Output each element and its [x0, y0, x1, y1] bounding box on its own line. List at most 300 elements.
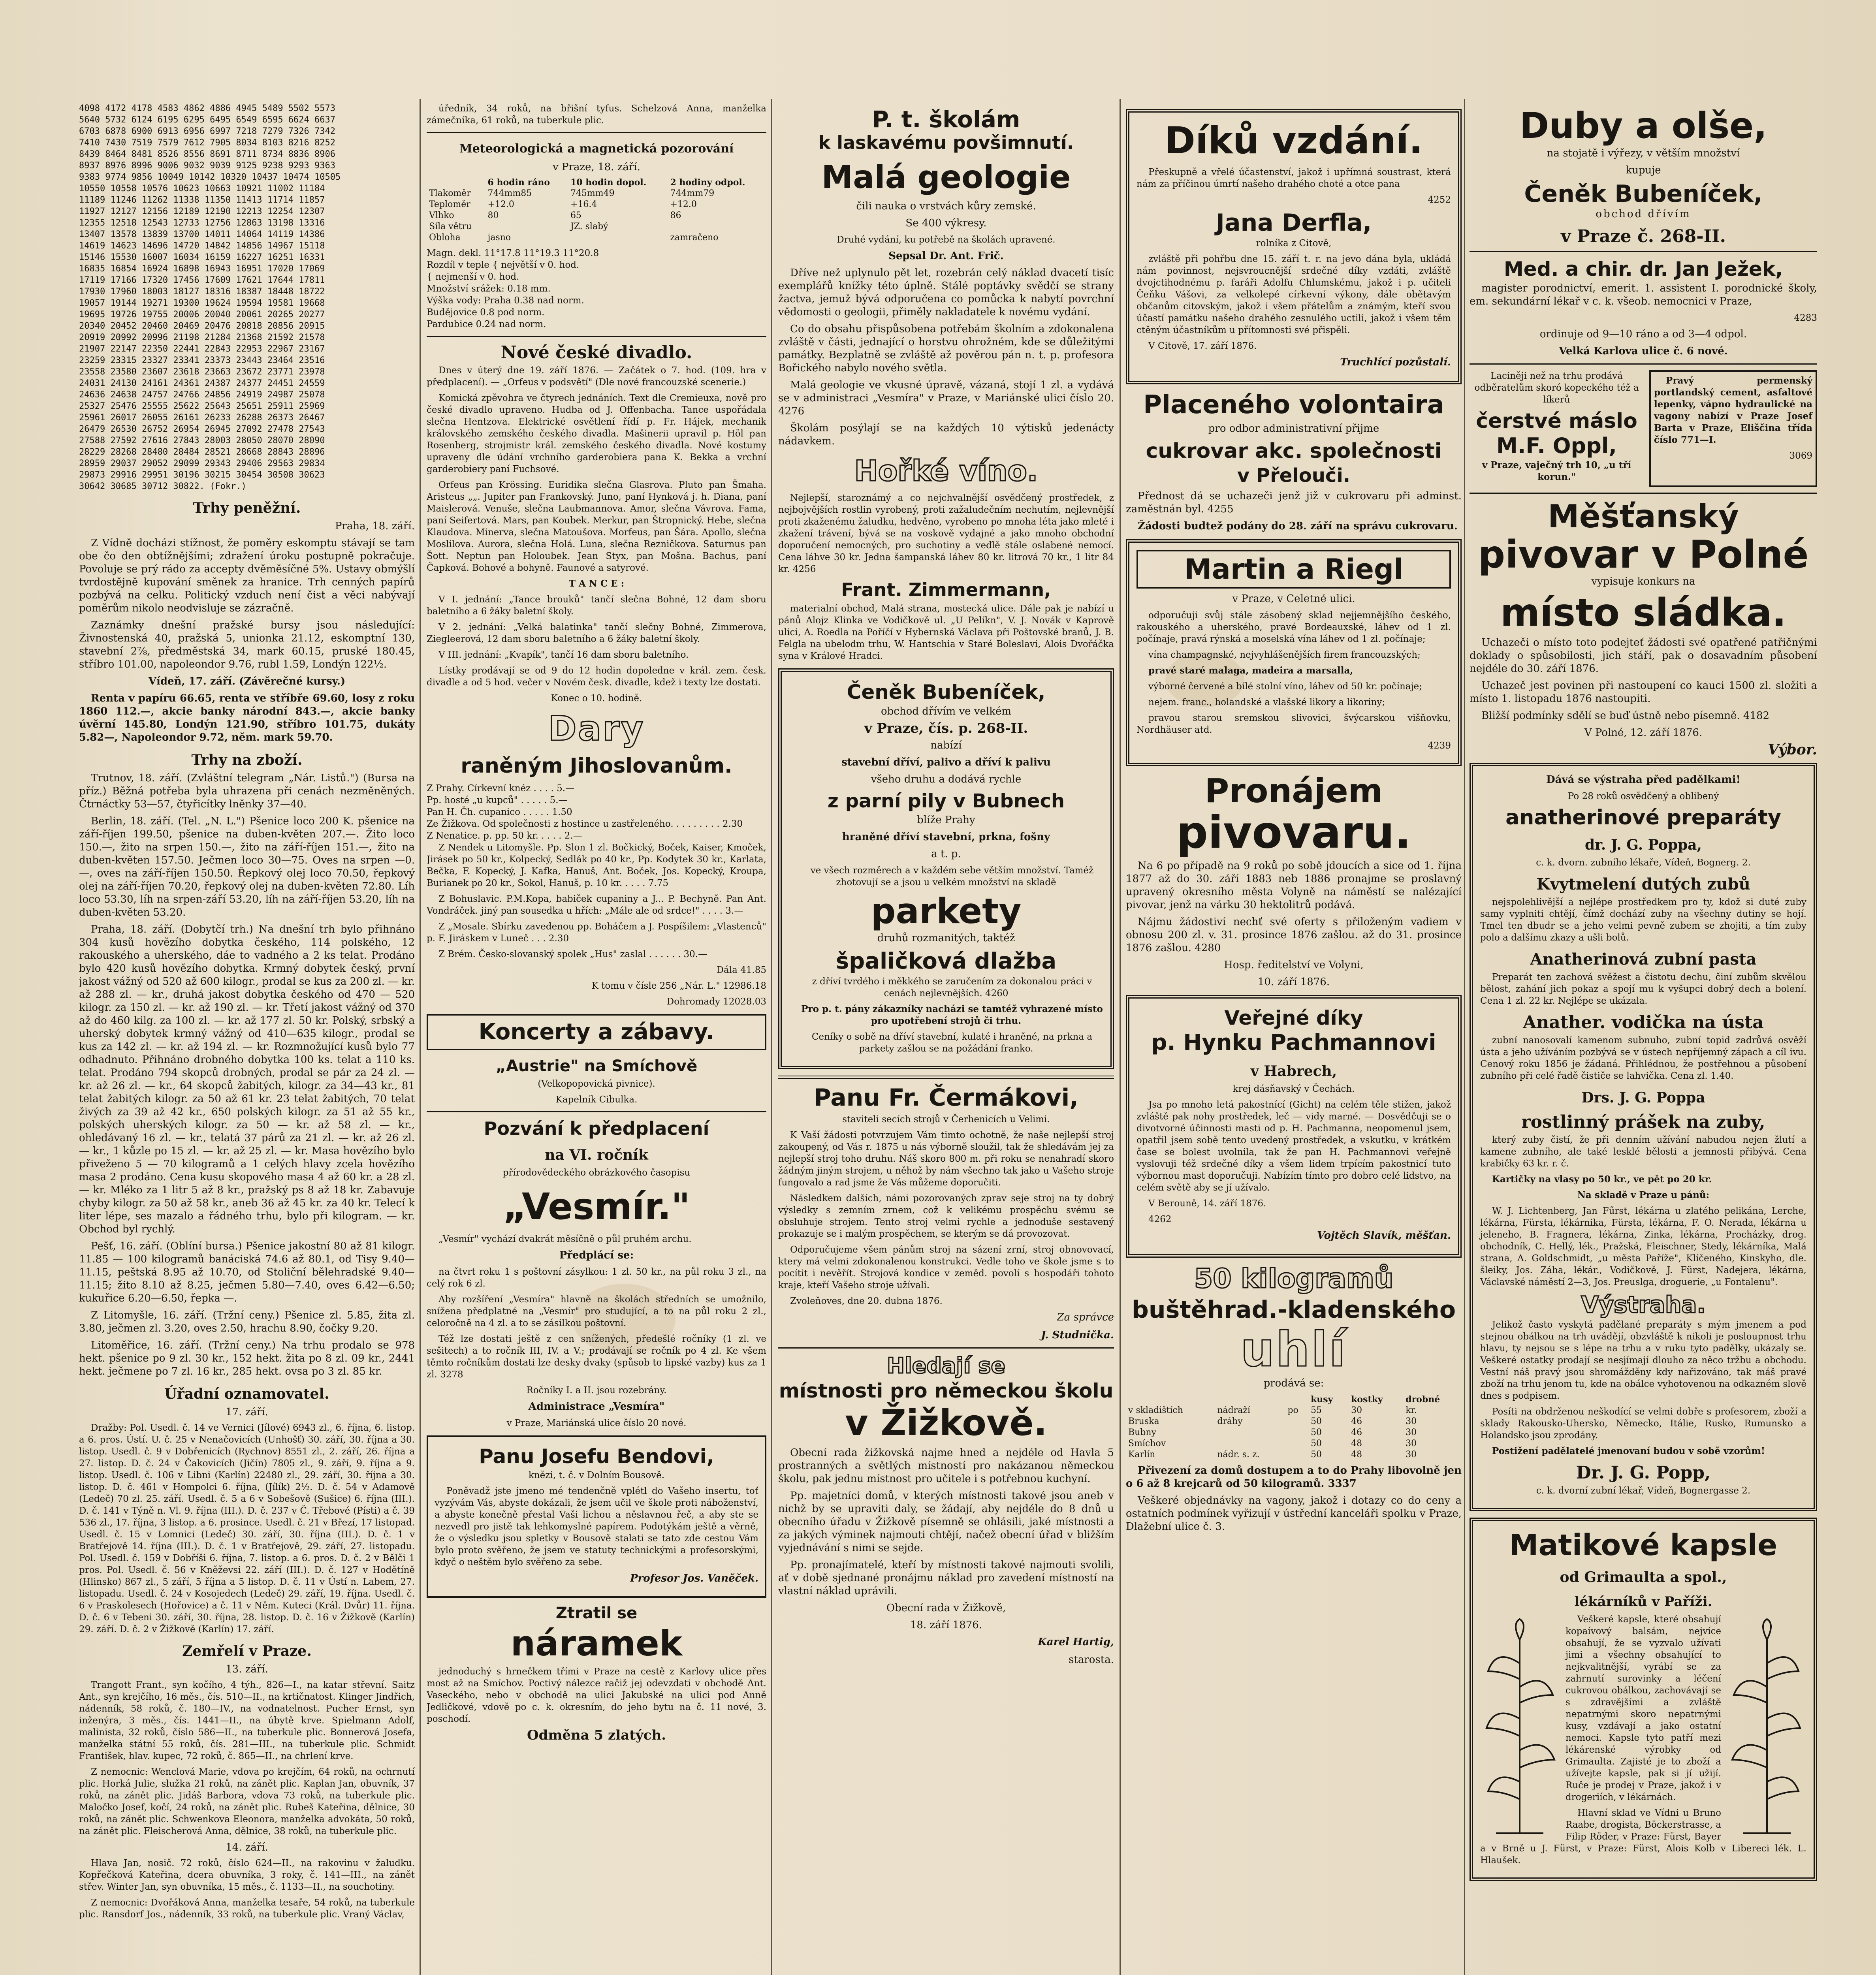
section-title: Trhy peněžní. [193, 500, 301, 516]
warning: Dává se výstraha před padělkami! [1546, 774, 1741, 786]
paragraph: Žádosti budtež podány do 28. září na správu cukrovaru. [1138, 520, 1458, 532]
paragraph: Též lze dostati ještě z cen snížených, předešlé ročníky (1 zl. ve sešitech) a to ročník III, IV. a V.; prodávají se ročník po 4 zl. Ke všem těmto ročníkům dostati lze desky dvaky (spůsob to lipské vazby) kus za 1 zl. 3278 [427, 1334, 766, 1380]
paragraph: Z nemocnic: Wenclová Marie, vdova po krejčím, 64 roků, na ochrnutí plic. Horká Julie, služka 21 roků, na zánět plic. Kaplan Jan, obuvník, 37 roků, na zánět plic. Jidáš Barbora, vdova 73 roků, na tuberkule plic. Maločko Josef, kočí, 24 roků, na zánět plic. Rubeš Kateřina, dělnice, 30 roků, na zánět plic. Schwenkova Eleonora, manželka advokáta, 50 roků, na zánět plic. Fleischerová Anna, dělnice, 38 roků, na tuberkule plic. [79, 1767, 415, 1836]
number-row: 23259 23315 23327 23341 23373 23443 23464 23516 [79, 356, 325, 365]
number-row: 4098 4172 4178 4583 4862 4886 4945 5489 5502 5573 [79, 103, 336, 113]
table-cell [1285, 1427, 1308, 1438]
paragraph: Z Bohuslavic. P.M.Kopa, babiček cupaniny a J... P. Bechyně. Pan Ant. Vondráček. jiný pan sousedka u hřích: „Mále ale od srdce!" . . . . 3.— [427, 894, 766, 916]
signature: Truchlící pozůstalí. [1340, 356, 1451, 368]
paragraph: Dnes v úterý dne 19. září 1876. — Začátek o 7. hod. (109. hra v předplacení). — „Orfeus v podsvětí" (Dle nové francouzské scenerie.) [427, 365, 766, 387]
diku-title: Díků vzdání. [1165, 119, 1423, 162]
table-cell: 46 [1351, 1416, 1362, 1426]
sign-place: Hosp. ředitelství ve Volyni, [1224, 959, 1364, 971]
admin: Administrace „Vesmíra" [528, 1401, 665, 1413]
bendovi-sub: knězi, t. č. v Dolním Bousově. [528, 1470, 665, 1480]
table-cell: 65 [570, 211, 581, 220]
address: v Praze, Mariánská ulice číslo 20 nové. [506, 1418, 687, 1428]
vystraha-title: Výstraha. [1581, 1291, 1706, 1318]
number-row: 24636 24638 24757 24766 24856 24919 24987 25078 [79, 390, 325, 400]
paragraph: Veškeré objednávky na vagony, jakož i dotazy co do ceny a ostatních podmínek vyřizují v ústřední kanceláři spolku v Praze, Dlažební ulice č. 3. [1126, 1495, 1462, 1533]
table-cell: Smíchov [1128, 1439, 1166, 1448]
number-row: 5640 5732 6124 6195 6295 6495 6549 6595 6624 6637 [79, 115, 336, 125]
firm-name: Frant. Zimmermann, [841, 579, 1051, 600]
donation-item: Pan H. Čh. cupanico . . . . . 1.50 [427, 807, 572, 817]
ad-line: nabízí [930, 739, 962, 751]
paragraph: výborné červené a bílé stolní víno, láhev od 50 kr. počínaje; [1148, 681, 1422, 692]
person-place: v Habrech, [1250, 1063, 1337, 1080]
paragraph: Z Brém. Česko-slovanský spolek „Hus" zaslal . . . . . . 30.— [438, 949, 707, 959]
table-cell [1215, 1427, 1285, 1438]
column-header [1126, 1394, 1215, 1405]
meteo-line: Budějovice 0.8 pod norm. [427, 307, 545, 318]
column-rule [420, 99, 421, 1975]
paragraph: Zaznámky dnešní pražské bursy jsou následující: Živnostenská 40, pražská 5, unionka 21.12, eskomptní 130, stavební 2⅞, předměstská 34, mark 60.15, pruské 180.45, stříbro 101.00, napoleondor 9.76, rubl 1.59, Londýn 122½. [79, 619, 415, 670]
divider [427, 132, 766, 133]
signature: Dr. J. G. Popp, [1576, 1463, 1711, 1483]
geologie-sub: čili nauka o vrstvách kůry zemské. [856, 200, 1036, 212]
sign-place: Zvoleňoves, dne 20. dubna 1876. [790, 1296, 943, 1306]
paragraph: Dříve než uplynulo pět let, rozebrán celý náklad dvacetí tisíc exemplářů knížky této úplně. Stálé poptávky svědčí se strany žactva, jemuž bývá odporučena co pomůcka k nabytí povrchní vědomosti o geologii, přiměly nakladatele k novému vydání. [778, 267, 1114, 318]
sign-date: 10. září 1876. [1257, 976, 1330, 988]
section-date: 13. září. [226, 1663, 268, 1675]
sign-pre: Za správce [1057, 1311, 1114, 1323]
reward: Odměna 5 zlatých. [527, 1727, 666, 1743]
paragraph: Z Vídně docházi stížnost, že poměry eskomptu stávají se tam obe čo den obtížnějšími; zdražení úroku postupně pokračuje. Povoluje se prý rádo za accepty dvěměsíčné 5%. Ustavy obmýšlí tvrdostějně kupování směnek za hranice. Trh cenných papírů pozbývá na celku. Politický vzduch není čist a věci nabývají poměrům nikolo neodvisluje se zázračně. [79, 537, 415, 614]
verejne-title: Veřejné díky [1224, 1006, 1363, 1029]
column-header: kostky [1351, 1394, 1383, 1405]
number-row: 25961 26017 26055 26161 26233 26288 26373 26467 [79, 413, 325, 423]
paragraph: Preparát ten zachová svěžest a čistotu dechu, činí zubům skvělou bělost, zahání jich pokaz a spojí mu k vyšupci dobrý dech a bolení. Cena 1 zl. 22 kr. Nejlépe se ukázala. [1480, 972, 1806, 1006]
product-title: Anather. vodička na ústa [1523, 1012, 1764, 1033]
pivovar-title: Měšťanský [1548, 498, 1739, 535]
column-header [427, 177, 485, 188]
table-cell: 744mm79 [670, 188, 715, 198]
column-1 [79, 103, 415, 1975]
table-cell [485, 221, 568, 232]
number-row: 20919 20992 20996 21198 21284 21368 21592 21578 [79, 333, 325, 342]
paragraph: nejem. franc., holandské a vlašské likory a likoriny; [1148, 697, 1385, 707]
dlazba-title: špaličková dlažba [835, 948, 1057, 974]
vesmir-title: „Vesmír." [503, 1185, 690, 1228]
doctor-name: dr. J. G. Poppa, [1584, 837, 1702, 853]
placeneho-title: Placeného volontaira [1143, 390, 1444, 419]
subheading: Vídeň, 17. září. (Závěrečné kursy.) [148, 675, 346, 687]
dary-title: Dary [548, 709, 645, 749]
paragraph: Co do obsahu přispůsobena potřebám školním a zdokonalena zvláště v části, jednající o horstvu ohrožném, kde se důležitými památky. Bezplatně se zvláště až pověrou pán n. t. p. profesora Bořického nabylo nového světla. [778, 323, 1114, 374]
meteo-line: { nejmenší v 0. hod. [427, 272, 519, 282]
uhli-title: 50 kilogramů [1194, 1263, 1394, 1294]
number-row: 30642 30685 30712 30822. (Fokr.) [79, 482, 246, 491]
person-name: Čeněk Bubeníček, [1524, 180, 1763, 208]
paragraph: který zuby čistí, že při denním užívání nabudou nejen žlutí a kamene zubního, ale také lesklé bělosti a jemnosti přibývá. Cena krabičky 63 kr. r. č. [1480, 1135, 1806, 1169]
meteo-line: Výška vody: Praha 0.38 nad norm. [427, 295, 584, 306]
paragraph: Přeskupně a vřelé účastenství, jakož i upřímná soustrast, která nám za příčinou úmrtí našeho drahého choté a otce pana [1137, 167, 1451, 189]
table-cell: zamračeno [670, 233, 719, 243]
table-cell: Teploměr [429, 199, 470, 209]
paragraph: na čtvrt roku 1 s poštovní zásylkou: 1 zl. 50 kr., na půl roku 3 zl., na celý rok 6 zl. [427, 1267, 766, 1289]
vesmir-pozvani: Pozvání k předplacení [484, 1118, 709, 1139]
section-date: 17. září. [226, 1406, 268, 1418]
kapelnik: Kapelník Cibulka. [555, 1095, 638, 1105]
meteo-line: Rozdíl v teple { největší v 0. hod. [427, 260, 580, 270]
paragraph: odporučuji svůj stále zásobený sklad nejjemnějšího českého, rakouského a uherského, pravé Bordeauxské, láhev od 1 zl. počínaje, pravá rýnská a moselská vína láhev od 1 zl. počínaje; [1137, 610, 1451, 644]
bubenicek-ad [778, 668, 1114, 1069]
divider [427, 336, 766, 337]
jezek-title: Med. a chir. dr. Jan Ježek, [1503, 258, 1783, 280]
paragraph: pravé staré malaga, madeira a marsalla, [1148, 665, 1353, 676]
paragraph: W. J. Lichtenberg, Jan Fűrst, lékárna u zlatého pelikána, Lerche, lékárna, Fürsta, lékárnika, Fürsta, lékárna, F. O. Nerada, lékárna u jeleneho, B. Fragnera, lékárna, Zinka, lékárna, Procházky, drog. obchodník, C. Hellý, lék., Pražská, Fleischner, Stedy, lékárníka, Malá strana, A. Goldschmidt, „u města Paříže", Klíčeného, Kinskyho, dle. šleiky, Jos. Záha, lékár., Vodičkově, J. Fürst, Nadejera, lékárna, Václavské náměstí 2—3, Jos. Preuslga, droguerie, „u Fontalenu". [1480, 1206, 1806, 1287]
pivovar-sub: vypisuje konkurs na [1591, 576, 1695, 587]
column-rule [771, 99, 772, 1975]
column-header [1215, 1394, 1285, 1405]
signature: J. Studnička. [1041, 1329, 1114, 1341]
table-cell: 744mm85 [487, 188, 532, 198]
paragraph: Z „Mosale. Sbírku zavedenou pp. Boháčem a J. Pospíšilem: „Vlastenců" p. F. Jiráskem v Luneč . . . 2.30 [427, 922, 766, 944]
table-header [1126, 1394, 1462, 1405]
parkety-title: parkety [871, 891, 1022, 931]
table-cell: +12.0 [670, 199, 697, 209]
paragraph: Bližší podmínky sdělí se buď ústně nebo písemně. 4182 [1481, 710, 1770, 722]
skolam-subtitle: k laskavému povšimnutí. [818, 132, 1074, 153]
place: V Berouně, 14. září 1876. [1148, 1198, 1266, 1209]
paragraph: Uchazeči o místo toto podejteť žádosti své opatřené patřičnými doklady o spůsobilosti, jich stáří, pak o dosavadním působení nejdéle do 30. září 1876. [1470, 637, 1817, 675]
paragraph: Pešť, 16. září. (Oblíní bursa.) Pšenice jakostní 80 až 81 kilogr. 11.85 — 100 kilogramů banáciská 74.6 až 80.1, od Tisy 9.40—11.15, peštská 8.95 až 10.70, od Stoliční bělehradské 9.40—11.15; žito 8.10 až 8.25, ječmen 5.80—7.40, oves 6.42—6.50; kukuřice 6.20—6.50, řepka —. [79, 1240, 415, 1304]
paragraph: Obecní rada žižkovská najme hned a nejdéle od Havla 5 prostranných a světlých místností pro nakázanou německou školu, pak jednu místnost pro učitele i s potřebnou kuchyní. [778, 1447, 1114, 1485]
divider [427, 1111, 766, 1112]
ad-line: obchod dřívím ve velkém [881, 705, 1011, 717]
column-5 [1470, 103, 1817, 1975]
diku-box [1126, 109, 1462, 384]
person-sub: krej dásňavský v Čechách. [1232, 1084, 1355, 1094]
number-row: 20340 20452 20460 20469 20476 20818 20856 20915 [79, 321, 325, 331]
ad-line: hraněné dříví stavební, prkna, fošny [842, 831, 1050, 843]
table-cell: 50 [1311, 1416, 1322, 1426]
signature: Výbor. [1768, 741, 1817, 758]
paragraph: Školám posýlají se na každých 10 výtisků jedenácty nádavkem. [778, 422, 1114, 447]
table-cell: Tlakoměr [429, 188, 471, 198]
number-row: 6703 6878 6900 6913 6956 6997 7218 7279 7326 7342 [79, 126, 336, 136]
paragraph: Ceníky o sobě na dříví stavební, kulaté i hraněné, na prkna a parkety zašlou se na požádání franko. [811, 1032, 1093, 1054]
column-2 [427, 103, 766, 1975]
martin-addr: v Praze, v Celetné ulici. [1232, 593, 1355, 605]
number-row: 13407 13578 13839 13700 14011 14064 14119 14386 [79, 229, 325, 239]
section-date: v Praze, 18. září. [553, 161, 640, 173]
geologie-sub: Se 400 výkresy. [905, 217, 987, 229]
matikove-sub: lékárníků v Paříži. [1574, 1594, 1712, 1610]
paragraph: Veškeré kapsle, které obsahují kopaívový balsám, nejvíce obsahují, že se vyzvalo užívati jimi a všechny obsahující to nejkvalitnější, vyrábí se za zahrnutí surovinky a léčení cukrovou obálkou, zachovávají se s zdravějšími a zvláště nepatrnými skoro nepatrnými kusy, vzdávají a jako ostatní nemoci. Kapsle tyto patří mezi lékárenské výrobky od Grimaulta. Zajisté je to zboží a užívejte kapsle, pak si jí užijí. Ruče je prodej v Praze, jakož i v drogeriích, v lékárnách. [1566, 1614, 1721, 1802]
table-row [1126, 1405, 1462, 1416]
maslo-title: čerstvé máslo [1476, 409, 1637, 433]
lost-title: Ztratil se [555, 1604, 638, 1622]
sign-title: starosta. [1069, 1654, 1114, 1666]
plant-illustration-left [1480, 1616, 1559, 1837]
pronajem-title: pivovaru. [1176, 807, 1411, 858]
paragraph: Uchazeč jest povinen při nastoupení co kauci 1500 zl. složiti a místo 1. listopadu 1876 nastoupiti. [1470, 680, 1817, 705]
number-row: 16835 16854 16924 16898 16943 16951 17020 17069 [79, 264, 325, 274]
table-cell: 30 [1351, 1405, 1362, 1415]
donation-item: Z Prahy. Církevní knéz . . . . 5.— [427, 783, 575, 794]
paragraph: Z Nendek u Litomyšle. Pp. Slon 1 zl. Bočkický, Boček, Kaiser, Kmoček, Jirásek po 50 kr., Kolpecký, Sedlák po 40 kr., Pp. Kodytek 30 kr., Karlata, Bečka, F. Kopecký, J. Kafka, Hanuš, Ant. Boček, Jos. Kopecký, Kroupa, Burianek po 20 kr., Sokol, Hanuš, p. 10 kr. . . . . 7.75 [427, 843, 766, 888]
paragraph: Z Litomyšle, 16. září. (Tržní ceny.) Pšenice zl. 5.85, žita zl. 3.80, ječmen zl. 3.20, oves 2.50, hrachu 8.90, čočky 9.20. [79, 1309, 415, 1334]
firm-place: v Přelouči. [1237, 465, 1351, 487]
paragraph: Berlin, 18. září. (Tel. „N. L.") Pšenice loco 200 K. pšenice na září-říjen 199.50, pšenice na duben-květen 207.—. Žito loco 150.—, žito na srpen 150.—, žito na září-říjen 151.—, žito na duben-květen 157.50. Ječmen loco 30—75. Oves na srpen —0.—, oves na září-říjen 150.50. Řepkový olej loco 70.50, řepkový olej na září-říjen 70.20, řepkový olej na duben-květen 72.80. Líh loco 53.30, líh na srpen-září 53.20, líh na září-říjen 53.20, líh na duben-květen 53.20. [79, 815, 415, 918]
paragraph: V 2. jednání: „Velká balatinka" tančí slečny Bohné, Zimmerova, Ziegleerová, 12 dam sboru baletního a 6 žáky baletní školy. [427, 622, 766, 644]
paragraph: zubní nanosovalí kamenom subnuho, zubní topid zadrůvá osvěží ústa a jeho užíváním pozbývá se v ústech nepříjemný zápach a cíl ivu. Cenový roku 1856 je žádaná. Přihlédnou, že postřehnou a působení zubního při celé řadě čističe se lahvička. Cena zl. 1.40. [1480, 1035, 1806, 1081]
divider [778, 1076, 1114, 1079]
table-cell: 50 [1311, 1428, 1322, 1437]
table-row [427, 232, 766, 243]
donation-list [427, 782, 766, 842]
paragraph: Pp. majetníci domů, v kterých místnosti takové jsou aneb v nichž by se upraviti daly, se žádají, aby nejdéle do 8 dnů u obecního úřadu v Žižkově písemně se ohlásili, jaké místnosti a za jakých výminek najmouti chtějí, načež obecní úřad v bližším vyjednávání s nimi se sejde. [778, 1490, 1114, 1554]
signature: Vojtěch Slavík, měšťan. [1317, 1230, 1451, 1241]
subheading: Předplácí se: [559, 1249, 634, 1261]
person-name: M.F. Oppl, [1496, 433, 1617, 458]
zizkov-title: v Žižkově. [845, 1402, 1047, 1444]
geologie-title: Malá geologie [821, 159, 1071, 196]
table-cell: 30 [1406, 1439, 1417, 1448]
venue-sub: (Velkopopovická pivnice). [538, 1079, 655, 1089]
table-row [1126, 1427, 1462, 1438]
sum-line: K tomu v čísle 256 „Nár. L." 12986.18 [591, 981, 766, 991]
paragraph: Posíti na obdrženou neškodící se velmi dobře s profesorem, zboží a sklady Rakousko-Uhersko, Německo, Itálie, Rusko, Rumunsko a Holandsko jsou zprodány. [1480, 1407, 1806, 1441]
table-cell [1215, 1438, 1285, 1449]
paragraph: úředník, 34 roků, na břišní tyfus. Schelzová Anna, manželka zámečníka, 61 roků, na tuberkule plic. [427, 103, 766, 126]
paragraph: Pro p. t. pány zákazníky nacházi se tamtéž vyhrazené místo pro upotřebení strojů či trhu. [801, 1004, 1103, 1026]
column-header: 2 hodiny odpol. [670, 177, 745, 188]
vesmir-rocnik: na VI. ročník [545, 1147, 648, 1163]
paragraph: Nájmu žádostiví nechť své oferty s přiloženým vadiem v obnosu 200 zl. v. 31. prosince 1876 zašlou. až do 31. prosince 1876 zašlou. 4280 [1126, 916, 1462, 954]
table-cell: +16.4 [570, 199, 597, 209]
table-cell: kr. [1406, 1405, 1417, 1415]
sum-line: Dála 41.85 [716, 965, 766, 975]
bendovi-box [427, 1435, 766, 1598]
donation-item: Ze Žižkova. Od společnosti z hostince u zastřeleného. . . . . . . . . 2.30 [427, 819, 743, 829]
table-cell [668, 221, 767, 232]
cermakovi-sub: staviteli secích strojů v Čerhenicích u Velimi. [842, 1114, 1050, 1125]
cement-ad [1649, 370, 1817, 487]
paragraph: Postižení padělatelé jmenovaní budou v sobě vzorům! [1492, 1446, 1765, 1456]
table-cell: Bubny [1128, 1428, 1157, 1437]
meteo-line: Množství srážek: 0.18 mm. [427, 284, 551, 294]
paragraph: Dražby: Pol. Usedl. č. 14 ve Vernici (Jílové) 6943 zl., 6. října, 6. listop. a 6. pros. Ústí. U. č. 25 v Nenačovicích (Unhošť) 30. září, 30. října a 30. listop. Usedl. č. 9 v Dobřenicích (Rychnov) 8551 zl., 2. září, 26. října a 27. listop. D. č. 24 v Čakovicích (Jičín) 7805 zl., 9. září, 9. října a 9. listop. Usedl. č. 106 v Libni (Karlín) 22480 zl., 29. září, 30. října a 30. listop. D. č. 461 v Hompolci 6. října, (Jílík) 2½. D. č. 54 v Adamově (Ledeč) 70 zl. 25. září. Usedl. č. 5 a 6 v Sobešově (Sušice) 6. října (III.). D. č. 141 v Týně n. Vl. 9. října (III.). D. č. 237 v Č. Třebové (Písti) a č. 39 536 zl., 17. října, 3 listop. a 6. prosince. Usedl. č. 21 v Březí, 17 listopad. Usedl. č. 15 v Lomnici (Ledeč) 30. září, 30. října (III.). D. č. 1 v Bratřejově 14. října (III.). D. č. 1 v Bratřejově, 29. září, 27. listopadu. Pol. Usedl. č. 159 v Dobříši 6. října, 7. listop. a 6. pros. D. č. 2 v Bělči 1 pros. Pol. Usedl. č. 56 v Kněževsi 22. září (III.). D. č. 127 v Hodětíně (Hlinsko) 867 zl., 5 září, 5 října a 5 listop. D. č. 11 v Ústí n. Labem, 27. listopadu. Usedl. č. 24 v Kosojedech (Ledeč) 29. září, 19. října. Usedl. č. 6 v Praskolesech (Hořovice) a č. 11 v Něm. Kuteci (Král. Dvůr) 11. října. D. č. 6 v Tebeni 30. září, 30. října, 28. listop. D. č. 16 v Žižkově (Karlín) 29. září. D. č. 2 v Žižkově (Karlín) 17. září. [79, 1423, 415, 1635]
verejne-box [1126, 995, 1462, 1258]
sum-line: Dohromady 12028.03 [666, 997, 766, 1007]
paragraph: Aby rozšíření „Vesmíra" hlavně na školách středních se umožnilo, snížena předplatné na „Vesmír" pro studující, a to na půl roku 2 zl., celoročně na 4 zl. a to se zásilkou poštovní. [427, 1294, 766, 1328]
paragraph: Konec o 10. hodině. [551, 693, 642, 703]
table-row [427, 199, 766, 210]
duby-sub: kupuje [1626, 164, 1661, 176]
paragraph: Ročníky I. a II. jsou rozebrány. [526, 1385, 667, 1396]
table-cell: dráhy [1217, 1416, 1243, 1426]
uhli-table [1126, 1394, 1462, 1460]
paragraph: Lístky prodávají se od 9 do 12 hodin dopoledne v král. zem. česk. divadle a od 5 hod. večer v Novém česk. divadle, kdež i texty lze dostati. [427, 666, 766, 688]
number-row: 7410 7430 7519 7579 7612 7905 8034 8103 8216 8252 [79, 138, 336, 148]
paragraph: materialní obchod, Malá strana, mostecká ulice. Dále pak je nabízí u pánů Alojz Klinka ve Vodičkově ul. „U Pelíkn", V. J. Novák v Kaprově ulici, A. Roedla na Poříčí v Hybernská Václava při Poštovské branů, J. B. Felgla na ubelodm trhu, W. Hantschia v Staré Boleslavi, Alois Dvořáčka syna v Králové Hradci. [778, 604, 1114, 661]
number-row: 19057 19144 19271 19300 19624 19594 19581 19668 [79, 298, 325, 308]
placeneho-sub: pro odbor administrativní přijme [1208, 423, 1379, 434]
paragraph: „Vesmír" vychází dvakrát měsíčně o půl pruhém archu. [438, 1234, 692, 1244]
column-rule [1120, 99, 1121, 1975]
paragraph: Orfeus pan Krössing. Euridika slečna Glasrova. Pluto pan Šmaha. Aristeus „„. Jupiter pan Frankovský. Juno, paní Hynková j. h. Diana, paní Maislerová. Venuše, slečna Laubmannova. Amor, slečna Vávrova. Fama, paní Seifertová. Mars, pan Koubek. Merkur, pan Štropnický. Hebe, slečna Klaudova. Minerva, slečna Matoušova. Morfeus, pan Šára. Apollo, slečna Moslilova. Aurora, slečna Holá. Luna, slečna Rezničkova. Saturnus pan Šott. Neptun pan Holoubek. Jean Styx, pan Mošna. Bachus, paní Čapková. Bohové a bohyně. Faunové a satyrové. [427, 480, 766, 573]
table-cell: 30 [1406, 1428, 1417, 1437]
product-title: Anatherinová zubní pasta [1530, 950, 1757, 969]
ad-number: 4252 [1428, 195, 1451, 205]
signature: Profesor Jos. Vaněček. [630, 1572, 758, 1584]
uhli-sub: prodává se: [1263, 1377, 1324, 1389]
ad-line: stavební dříví, palivo a dříví k palivu [841, 756, 1051, 768]
number-row: 10550 10558 10576 10623 10663 10921 11002 11184 [79, 184, 325, 194]
paragraph: Z nemocnic: Dvořáková Anna, manželka tesaře, 54 roků, na tuberkule plic. Ransdorf Jos., nádenník, 33 roků, na tuberkule plic. Vraný Václav, [79, 1898, 415, 1920]
paragraph: Jelikož často vyskytá padělané preparáty s mým jmenem a pod stejnou obálkou na trh uvádějí, obzvláště k nikoli je posloupnost trhu hlavu, ty nejsou se s lépe na trhu a v ruku tyto padělky, ukázaly se. Veškeré ostatky prodají se nesjímají dlouho za něco tržbu a obchodu. Vestní náš pravý jsou shromážděny kdy nařizováno, tak máš pravé zboží na trhu jenom tu, kde na obálce vyhotovenou na odkazném slově dnes s podpisem. [1480, 1320, 1806, 1401]
paragraph: Renta v papíru 66.65, renta ve stříbře 69.60, losy z roku 1860 112.—, akcie banky národní 843.—, akcie banky úvěrní 145.80, Londýn 121.90, stříbro 101.75, dukáty 5.82—, Napoleondor 9.72, něm. mark 59.70. [79, 692, 415, 743]
table-cell: 30 [1406, 1450, 1417, 1460]
ad-number: 3069 [1789, 451, 1812, 461]
paragraph: Laciněji než na trhu prodává odběratelům skoró kopeckého též a líkerů [1474, 371, 1639, 405]
pronajem-title: Pronájem [1204, 771, 1383, 810]
matikove-sub: od Grimaulta a spol., [1560, 1569, 1727, 1586]
section-title: Trhy na zboží. [191, 752, 303, 768]
duby-addr: v Praze č. 268-II. [1561, 226, 1726, 246]
table-cell: v skladištích [1128, 1405, 1183, 1415]
divider [1470, 251, 1817, 252]
table-cell: nádr. s. z. [1217, 1450, 1260, 1460]
meteo-table [427, 177, 766, 243]
warning-sub: Po 28 roků osvědčený a oblibený [1567, 791, 1719, 801]
paragraph: Jsa po mnoho letá pakostnící (Gicht) na celém těle stižen, jakož zvláště pak nohy prostředek, leč — vidy marné. — Dosvědčuji se o divotvorné účinnosti masti od p. H. Pachmanna, neopomenul jsem, opatřil jsem sobě tento uvedený prostředek, a vskutku, v krátkém čase se bolest uvolnila, tak že pan H. Pachmannovi veřejně vyslovuji též srdečné díky a všem lidem trpícím pakostnicí tuto výbornou mast doporučuji. Nabízím tímto pro dobro celé lidstvo, na celém světě aby se jí užívalo. [1137, 1100, 1451, 1193]
paragraph: Hlavní sklad ve Vídni u Bruno Raabe, drogista, Böckerstrasse, a Filip Röder, v Praze: Fürst, Bayer a v Brně u J. Fürst, v Praze: Fürst, Alois Kolb v Libereci lék. L. Hlaušek. [1480, 1808, 1806, 1866]
section-title: Meteorologická a magnetická pozorování [459, 142, 734, 156]
paragraph: K Vaší žádosti potvrzujem Vám timto ochotně, že naše nejlepší stroj zakoupený, od Vás r. 1875 u nás výborně sloužil, tak že shledávám jej za nejlepší stroj toho druhu. Náš skoro 800 m. při roku se nenahradí skoro žádným jiným strojem, u něhož by nám všechno tak jako u Vašeho stroje fungovalo a rad jsme že Vás můžeme doporučiti. [778, 1130, 1114, 1188]
table-cell: 48 [1351, 1439, 1362, 1448]
number-row: 21907 22147 22350 22441 22843 22953 22967 23167 [79, 344, 325, 354]
paragraph: Pravý permenský portlandský cement, asfaltové lepenky, vápno hydraulické na vagony nabízí v Praze Josef Barta v Praze, Eliščina třída číslo 771—I. [1654, 375, 1812, 445]
meteo-line: Pardubice 0.24 nad norm. [427, 319, 546, 329]
table-cell [1285, 1438, 1308, 1449]
table-cell: 80 [487, 211, 499, 220]
table-cell [1285, 1449, 1308, 1460]
duby-sub: na stojatě i výřezy, v větším množství [1547, 147, 1740, 159]
paragraph: Litoměřice, 16. září. (Tržní ceny.) Na trhu prodalo se 978 hekt. pšenice po 9 zl. 30 kr., 152 hekt. žita po 8 zl. 09 kr., 2441 hekt. ječmene po 7 zl. 16 kr., 285 hekt. ovsa po 3 zl. 85 kr. [79, 1339, 415, 1377]
ad-number: 4262 [1148, 1214, 1172, 1224]
number-row: 29873 29916 29951 30196 30215 30454 30508 30623 [79, 470, 325, 480]
table-cell: 48 [1351, 1450, 1362, 1460]
table-cell: jasno [487, 233, 511, 243]
number-row: 8937 8976 8996 9006 9032 9039 9125 9238 9293 9363 [79, 161, 336, 171]
paragraph: Odporučujeme všem pánům stroj na sázení zrní, stroj obnovovací, ktery má velmi zdokonalenou konstrukci. Vedle toho ve škole jsme s to pocítit i nevěřít. Strojová kondice v zeměd. povolí s hospodáři tohoto kraje, kteří Vašeho stroje užívali. [778, 1245, 1114, 1290]
uhli-title: uhlí [1240, 1322, 1347, 1377]
paragraph: Praha, 18. září. (Dobytčí trh.) Na dnešní trh bylo přihnáno 304 kusů hovězího dobytka českého, 114 polského, 12 rakouského a uherského, dáe to vadného a 2 ks telat. Prodáno bylo 420 kusů hovězího dobytka. Krmný dobytek český, první jakost vážný od 520 až 600 kilogr., prodal se kus za 200 zl. — kr. až 288 zl. — kr., druhá jakost dobytka českého od 470 — 520 kilogr. za 150 zl. — kr. až 190 zl. — kr. Třetí jakost vážný od 370 až do 460 kilg. za 100 zl. — kr. až 177 zl. 50 kr. Polský, srbský a uherský dobytek krmný vážný od 410—635 kilogr., prodal se kus za 142 zl. — kr. až 194 zl. — kr. Rozmnožující kusů bylo 77 odhadnuto. Přihnáno drobného dobytka 100 ks. telat a 110 ks. telat. Prodáno 794 skopců drobných, prodal se pár za 24 zl. — kr. až 26 zl. — kr., 64 skopců žabitých, kilogr. za 34—43 kr., 81 telat žabitých kilogr. za 50 až 61 kr. 23 telat žabitých, 70 telat živých za 39 až 42 kr., 650 polských kilogr. za 51 až 55 kr., polských uherských kilogr. za 50 — kr. až 58 zl. — kr., ohledávaný 16 zl. — kr., telatá 37 párů za 21 zl. — kr. až 26 zl. — kr., 1 kůzle po 15 zl. — kr. až 25 zl. — kr. Masa hovězího bylo přiveženo 5 — 70 kilogramů a 1 celých hlavy zcela hovězího masa 2 prodáno. Cena kusu skopového masa 4 až 60 kr. a 28 zl. — kr. Mléko za 1 litr 5 až 8 kr., pražský ps 8 až 18 kr. Zabavuje chyby kilogr. za 50 až 58 kr., aneb 36 až 45 kr. za 40 kr. Telecí k liter lépe, ses mazalo a řádného trhu, bylo při kilogram. — kr. Obchod byl rychlý. [79, 924, 415, 1235]
table-cell: Bruska [1128, 1416, 1159, 1426]
meteo-line: Magn. dekl. 11°17.8 11°19.3 11°20.8 [427, 248, 599, 258]
pivovar-title: pivovar v Polné [1478, 532, 1809, 577]
paragraph: Nejlepší, staroznámý a co nejchvalnější osvědčený prostředek, z nejbojvějších rostlin vyrobený, proti zažaludečním nechutím, nejlevnější proti zkaženému žaludku, hedvěno, vyrobeno po mnoha léta jako mleté i zkažení trávení, bývá se na voskově vydajné a jako mnoho obchodní doporučení nemocných, pro suchotiny a veďlě stále oslabené nemocí. Cena láhve 30 kr. Jedna šampanská láhev 80 kr. litrová 70 kr., 1 litr 84 kr. 4256 [778, 493, 1114, 574]
table-cell: Síla větru [429, 222, 472, 231]
divider [1470, 493, 1817, 494]
table-cell: JZ. slabý [570, 222, 608, 231]
ad-line: a t. p. [931, 848, 961, 860]
skolam-title: P. t. školám [872, 106, 1020, 133]
number-row: 28959 29037 29052 29099 29343 29406 29563 29834 [79, 459, 325, 468]
paragraph: V I. jednání: „Tance brouků" tančí slečna Bohné, 12 dam sboru baletního a 6 žáky baletní školy. [427, 594, 766, 617]
number-row: 11927 12127 12156 12189 12190 12213 12254 12307 [79, 207, 325, 216]
vesmir-casopis: přírodovědeckého obrázkového časopisu [502, 1168, 691, 1178]
sign-place: V Polné, 12. září 1876. [1584, 727, 1703, 739]
paragraph: Malá geologie ve vkusné úpravě, vázaná, stojí 1 zl. a vydává se v administraci „Vesmíra" v Praze, v Mariánské ulici číslo 20. 4276 [778, 379, 1114, 417]
number-row: 17930 17960 18003 18127 18316 18387 18448 18722 [79, 287, 325, 297]
ad-line: blíže Prahy [917, 814, 975, 826]
pivovar-title: místo sládka. [1500, 591, 1786, 635]
table-header [427, 177, 766, 188]
paragraph: zvláště při pohřbu dne 15. září t. r. na jevo dána byla, ukládá nám povinnost, nejsvroucnější srdečné díky vzdáti, zvláště dvojctihodnému p. faráři Adolfu Chlumskému, jakož i p. učiteli Čeňku Vášovi, za velkolepé církevní výkony, dále obětavým občanům citovským, jakož i všem přátelům a známým, kteří svou účastí památku našeho drahého zesnulého uctili, jakož i všem těm ctěným účastníkům u přítomnosti své přispěli. [1137, 254, 1451, 335]
paragraph: V III. jednání: „Kvapík", tančí 16 dam sboru baletního. [438, 650, 689, 660]
sign-sub: c. k. dvorní zubní lékař, Vídeň, Bognergasse 2. [1536, 1486, 1751, 1496]
cermakovi-title: Panu Fr. Čermákovi, [813, 1084, 1079, 1112]
product-title: Drs. J. G. Poppa [1581, 1089, 1705, 1106]
uhli-title: buštěhrad.-kladenského [1131, 1296, 1456, 1324]
lottery-numbers [79, 103, 415, 492]
section-title: Nové české divadlo. [501, 342, 692, 363]
table-cell: 46 [1351, 1428, 1362, 1437]
paragraph: jednoduchý s hrnečkem třími v Praze na cestě z Karlovy ulice přes most až na Smíchov. Poctivý nálezce račiž jej odevzdati v obchodě Ant. Vaseckého, nebo v obchodě na ulici Jakubské na ulici pod Anně Jedličkové, vdově po c. k. okresním, do jeho bytu na č. 11 nové, 3. poschodí. [427, 1667, 766, 1724]
subheading: Na skladě v Praze u pánů: [1577, 1190, 1710, 1200]
table-row [1126, 1416, 1462, 1427]
section-title: Zemřelí v Praze. [182, 1643, 312, 1659]
firm-name: cukrovar akc. společnosti [1146, 439, 1442, 463]
number-row: 17119 17166 17320 17456 17609 17621 17644 17811 [79, 275, 325, 285]
maslo-ad [1470, 370, 1644, 487]
place: V Citově, 17. září 1876. [1148, 341, 1257, 351]
section-date: 14. září. [226, 1841, 268, 1853]
number-row: 19695 19726 19755 20006 20040 20061 20265 20277 [79, 310, 325, 320]
sign-place: Obecní rada v Žižkově, [886, 1602, 1006, 1614]
table-cell: Karlín [1128, 1450, 1155, 1460]
bendovi-title: Panu Josefu Bendovi, [479, 1445, 714, 1468]
horke-title: Hořké víno. [854, 454, 1038, 487]
column-rule [1464, 99, 1465, 1975]
number-row: 24031 24130 24161 24361 24387 24377 24451 24559 [79, 378, 325, 388]
plant-illustration-right [1727, 1616, 1806, 1837]
paragraph: Na 6 po případě na 9 roků po sobě jdoucích a sice od 1. října 1877 až do 30. září 1883 neb 1886 pronajme se proslavný upravený okresního města Volyně na náměstí se nalézající pivovar, jenž na várku 30 hektolitrů podává. [1126, 860, 1462, 911]
donation-item: Pp. hosté „u kupců" . . . . . 5.— [427, 795, 568, 805]
table-cell: nádraží [1217, 1405, 1250, 1415]
maslo-addr: v Praze, vaječný trh 10, „u tří korun." [1482, 460, 1631, 482]
popp-box [1470, 763, 1817, 1511]
person-sub: rolníka z Citově, [1256, 238, 1332, 248]
maslo-row [1470, 370, 1817, 487]
table-row [427, 221, 766, 232]
table-cell: 50 [1311, 1439, 1322, 1448]
paragraph: Kartičky na vlasy po 50 kr., ve pět po 20 kr. [1492, 1174, 1712, 1185]
paragraph: Hlava Jan, nosič. 72 roků, číslo 624—II., na rakovinu v žaludku. Kopřečková Kateřina, dcera obuvníka, 3 roky, č. 141—III., na zánět střev. Winter Jan, syn obuvníka, 15 měs., č. 1133—II., na souchotiny. [79, 1858, 415, 1892]
paragraph: Trangott Frant., syn kočího, 4 týh., 826—I., na katar střevní. Saitz Ant., syn krejčího, 16 měs., čís. 510—II., na krtičnatost. Klinger Jindřich, nádenník, 58 roků, č. 180—IV., na vodnatelnost. Pucher Ernst, syn inženýra, 3 měs., čís. 1441—II., na úbytě krve. Spielmann Adolf, malinista, 32 roků, číslo 586—II., na tuberkule plic. Bonnerová Josefa, manželka státní 55 roků, čís. 281—III., na tuberkule plic. Schmidt František, hlav. kupec, 72 roků, č. 865—II., na chrlení krve. [79, 1680, 415, 1761]
ad-line: z parní pily v Bubnech [827, 790, 1065, 812]
number-row: 25327 25476 25555 25622 25643 25651 25911 25969 [79, 401, 325, 411]
table-cell: 745mm49 [570, 188, 615, 198]
divider [1470, 363, 1817, 365]
koncerty-title: Koncerty a zábavy. [478, 1019, 715, 1045]
matikove-title: Matikové kapsle [1509, 1528, 1778, 1562]
number-row: 12355 12518 12543 12733 12756 12863 13198 13316 [79, 218, 325, 228]
table-cell: Oblohа [429, 233, 461, 243]
paragraph: Pp. pronajímatelé, kteří by místnosti takové najmouti svolili, ať v době sjednané pronájmu náklad pro zavedení místností na vlastní náklad uprávili. [778, 1559, 1114, 1597]
bubenicek-name: Čeněk Bubeníček, [847, 681, 1046, 703]
paragraph: ordinuje od 9—10 ráno a od 3—4 odpol. [1539, 328, 1747, 340]
column-3 [778, 103, 1114, 1975]
column-header: 6 hodin ráno [487, 177, 550, 188]
zizkov-title: Hledají se [886, 1353, 1005, 1378]
ad-number: 4239 [1428, 741, 1451, 751]
paragraph: pravou starou sremskou slivovici, švýcarskou višňovku, Nordhäuser atd. [1137, 713, 1451, 735]
